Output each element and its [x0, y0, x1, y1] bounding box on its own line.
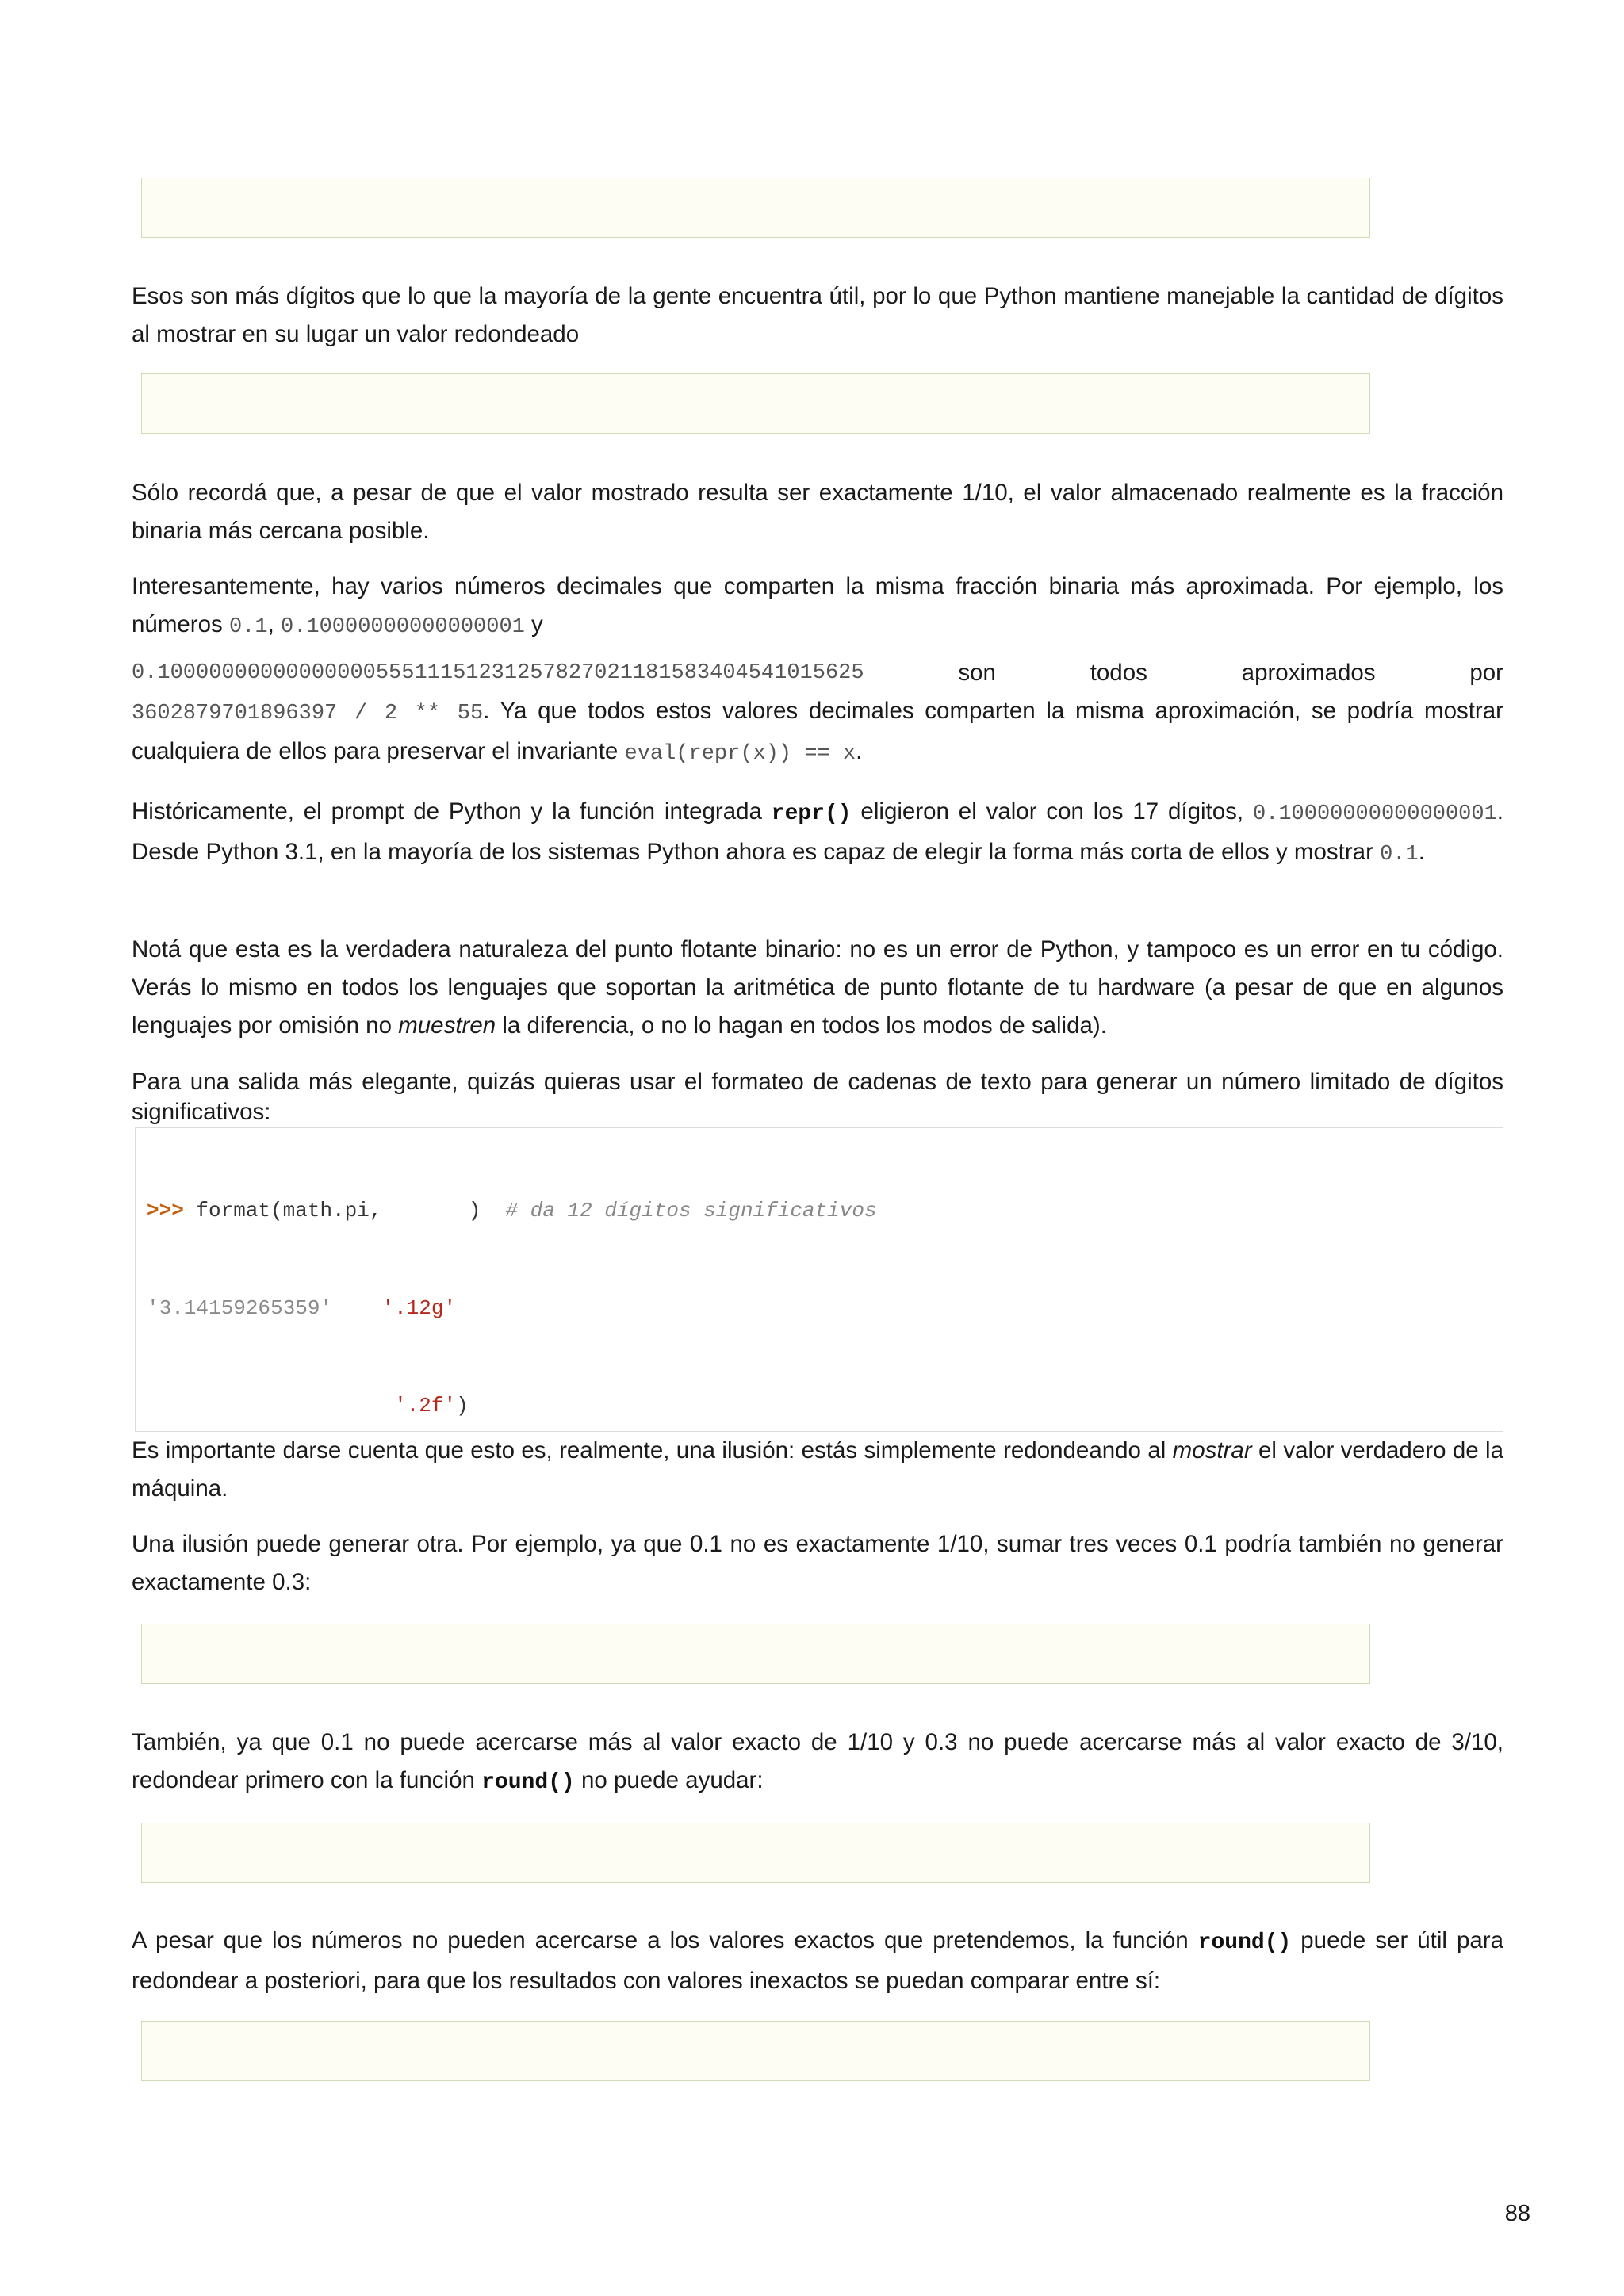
paragraph-line: 0.1000000000000000055511151231257827021181583404541015625 son todos aproximados por — [132, 654, 1503, 692]
paragraph-line: 3602879701896397 / 2 ** 55. Ya que todos estos valores decimales comparten la misma aproximación, se podría mostrar cualquiera de ellos para preservar el invariante eval(repr(x)) == x. — [132, 698, 1503, 766]
paragraph-illusion: Es importante darse cuenta que esto es, realmente, una ilusión: estás simplemente redondeando al mostrar el valor verdadero de la máquina. — [132, 1437, 1503, 1502]
code-block-sum — [141, 1624, 1370, 1684]
code-block-round-sum — [141, 1823, 1370, 1883]
paragraph-another-illusion: Una ilusión puede generar otra. Por ejemplo, ya que 0.1 no es exactamente 1/10, sumar tres veces 0.1 podría también no generar exactamente 0.3: — [132, 1531, 1503, 1595]
code-line: '3.14159265359' '.12g' — [147, 1296, 457, 1320]
paragraph-historically: Históricamente, el prompt de Python y la función integrada repr() eligieron el valor con los 17 dígitos, 0.10000000000000001. Desde Python 3.1, en la mayoría de los sistemas Python ahora es capaz de elegir la forma más corta de ellos y mostrar 0.1. — [132, 798, 1503, 867]
paragraph-round-first: También, ya que 0.1 no puede acercarse más al valor exacto de 1/10 y 0.3 no puede acercarse más al valor exacto de 3/10, redondear primero con la función round() no puede ayudar: — [132, 1729, 1503, 1795]
inline-code: 0.10000000000000001 — [1252, 802, 1497, 826]
inline-code-bold: repr() — [771, 802, 852, 826]
code-block-round-compare — [141, 2021, 1370, 2081]
inline-code: 3602879701896397 / 2 ** 55 — [132, 702, 484, 725]
inline-code: 0.1 — [1380, 843, 1419, 867]
paragraph-nature: Notá que esta es la verdadera naturaleza del punto flotante binario: no es un error de Python, y tampoco es un error en tu código. Verás lo mismo en todos los lenguajes que soportan la aritmética de punto flotante de tu hardware (a pesar de que en algunos lenguajes por omisión no muestren la diferencia, o no lo hagan en todos los modos de salida). — [132, 936, 1503, 1039]
inline-code: 0.1 — [228, 615, 268, 639]
inline-code-bold: round() — [481, 1770, 575, 1795]
inline-code: 0.1000000000000000055511151231257827021181583404541015625 — [132, 661, 864, 685]
code-comment: # da 12 dígitos significativos — [505, 1199, 877, 1223]
code-line: >>> format(math.pi, ) # da 12 dígitos significativos — [147, 1199, 877, 1223]
paragraph-interestingly — [132, 568, 1503, 773]
code-line: '.2f') — [394, 1394, 469, 1418]
inline-code: eval(repr(x)) == x — [624, 742, 856, 766]
inline-code-bold: round() — [1197, 1931, 1292, 1955]
code-block-division — [141, 373, 1370, 434]
paragraph-remember: Sólo recordá que, a pesar de que el valor mostrado resulta ser exactamente 1/10, el valor almacenado realmente es la fracción binaria más cercana posible. — [132, 480, 1503, 544]
paragraph-round-after: A pesar que los números no pueden acercarse a los valores exactos que pretendemos, la función round() puede ser útil para redondear a posteriori, para que los resultados con valores inexactos se puedan comparar entre sí: — [132, 1927, 1503, 1994]
paragraph-digits: Esos son más dígitos que lo que la mayoría de la gente encuentra útil, por lo que Python mantiene manejable la cantidad de dígitos al mostrar en su lugar un valor redondeado — [132, 283, 1503, 347]
paragraph-format: Para una salida más elegante, quizás quieras usar el formateo de cadenas de texto para generar un número limitado de dígitos significativos: — [132, 1069, 1503, 1125]
code-block-repr-0.1 — [141, 178, 1370, 238]
inline-code: 0.10000000000000001 — [281, 615, 525, 639]
page-number: 88 — [1504, 2201, 1530, 2226]
code-block-format — [135, 1127, 1503, 1432]
paragraph-line: Interesantemente, hay varios números decimales que comparten la misma fracción binaria más aproximada. Por ejemplo, los números 0.1, 0.10000000000000001 y — [132, 573, 1503, 639]
